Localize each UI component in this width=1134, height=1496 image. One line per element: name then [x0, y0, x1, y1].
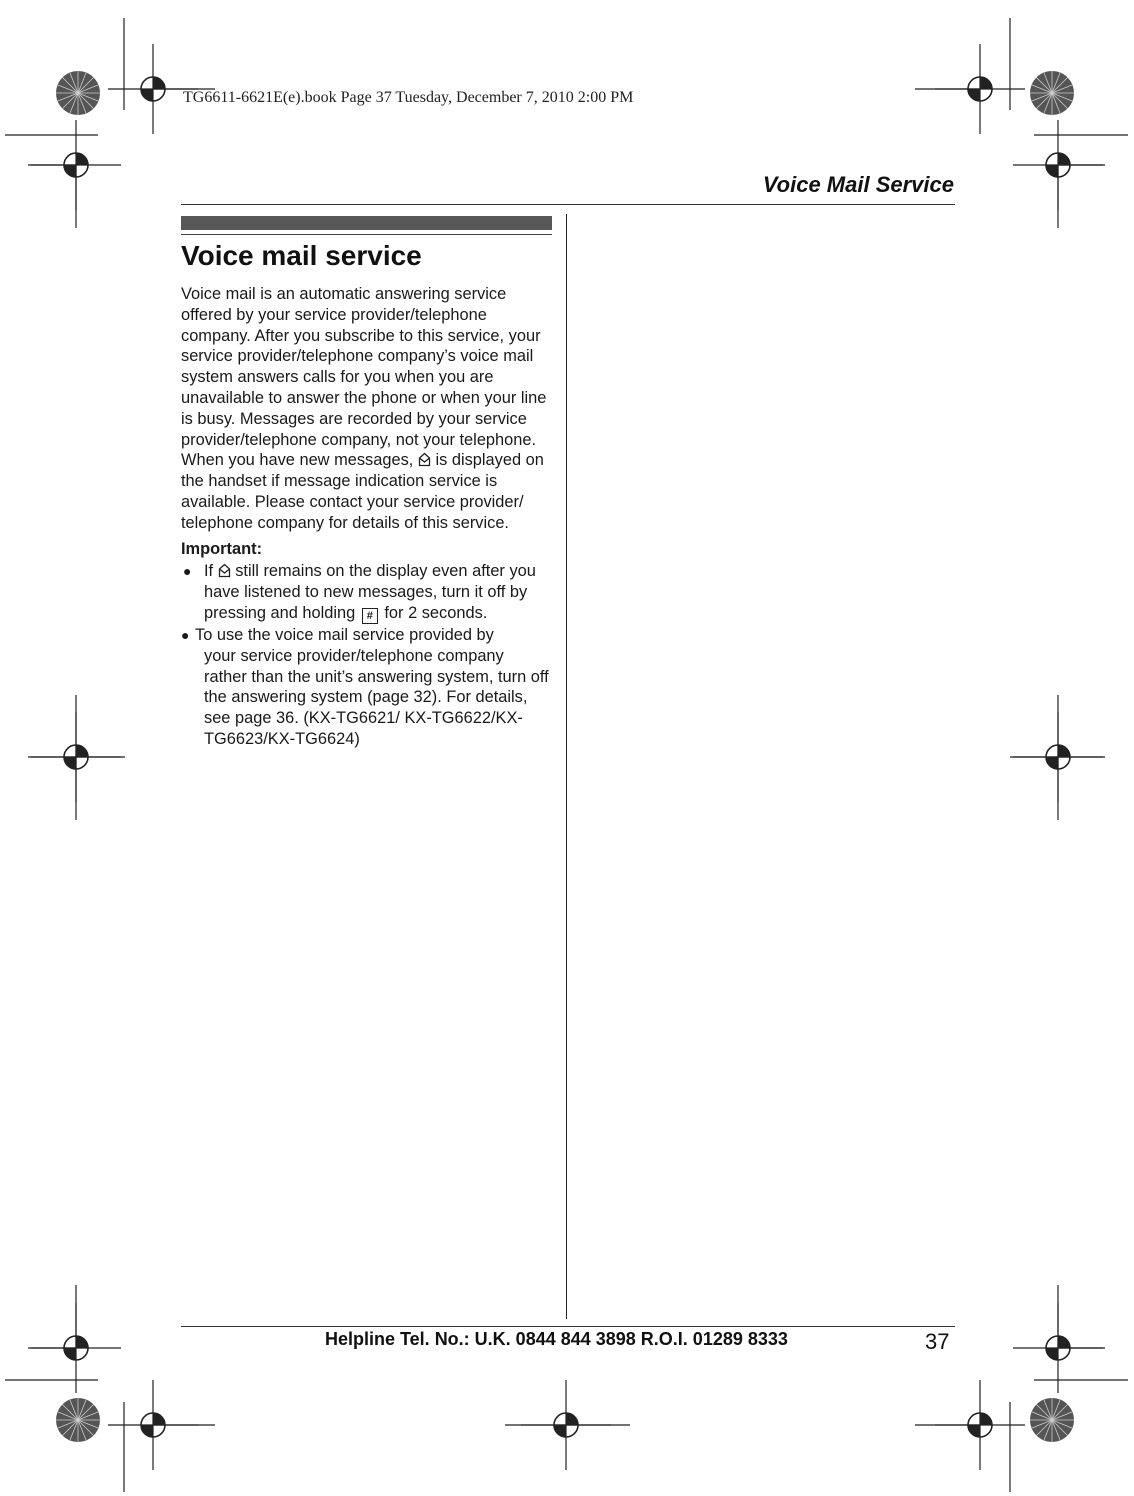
list-item: ● To use the voice mail service provided by your service provider/telephone company rather than the unit’s answering system, turn off the answering system (page 32). For details, see page 36. (KX-TG6621/ KX-TG6622/KX-TG6623/KX-TG6624): [181, 625, 549, 748]
page-title: Voice mail service: [181, 240, 422, 271]
helpline-footer: Helpline Tel. No.: U.K. 0844 844 3898 R.O.I. 01289 8333: [325, 1329, 788, 1349]
title-bar-line: [181, 234, 552, 235]
registration-disc-icon: [56, 1398, 100, 1442]
message-envelope-icon: [418, 452, 431, 467]
message-envelope-icon: [218, 563, 231, 578]
page-number: 37: [925, 1329, 950, 1354]
hash-key-icon: #: [362, 608, 378, 624]
footer-rule: [181, 1326, 955, 1327]
important-list: [181, 561, 551, 749]
header-rule: [181, 204, 955, 205]
important-label: Important:: [181, 539, 263, 558]
registration-disc-icon: [1030, 1398, 1074, 1442]
main-column: [181, 284, 551, 751]
section-header: Voice Mail Service: [762, 172, 954, 197]
book-file-header: TG6611-6621E(e).book Page 37 Tuesday, December 7, 2010 2:00 PM: [183, 89, 634, 106]
registration-disc-icon: [56, 71, 100, 115]
bullet-icon: ●: [181, 626, 190, 643]
bullet-icon: ●: [183, 563, 192, 580]
title-bar: [181, 216, 552, 230]
intro-paragraph: Voice mail is an automatic answering service offered by your service provider/telephone company. After you subscribe to this service, your service provider/telephone company’s voice mail system answers calls for you when you are unavailable to answer the phone or when your line is busy. Messages are recorded by your service provider/telephone company, not your telephone. When you have new messages, is displayed on the handset if message indication service is available. Please contact your service provider/ telephone company for details of this service.: [181, 285, 547, 532]
column-divider: [566, 214, 567, 1319]
registration-disc-icon: [1030, 71, 1074, 115]
list-item: ● If still remains on the display even after you have listened to new messages, turn it off by pressing and holding # for 2 seconds.: [183, 562, 536, 622]
